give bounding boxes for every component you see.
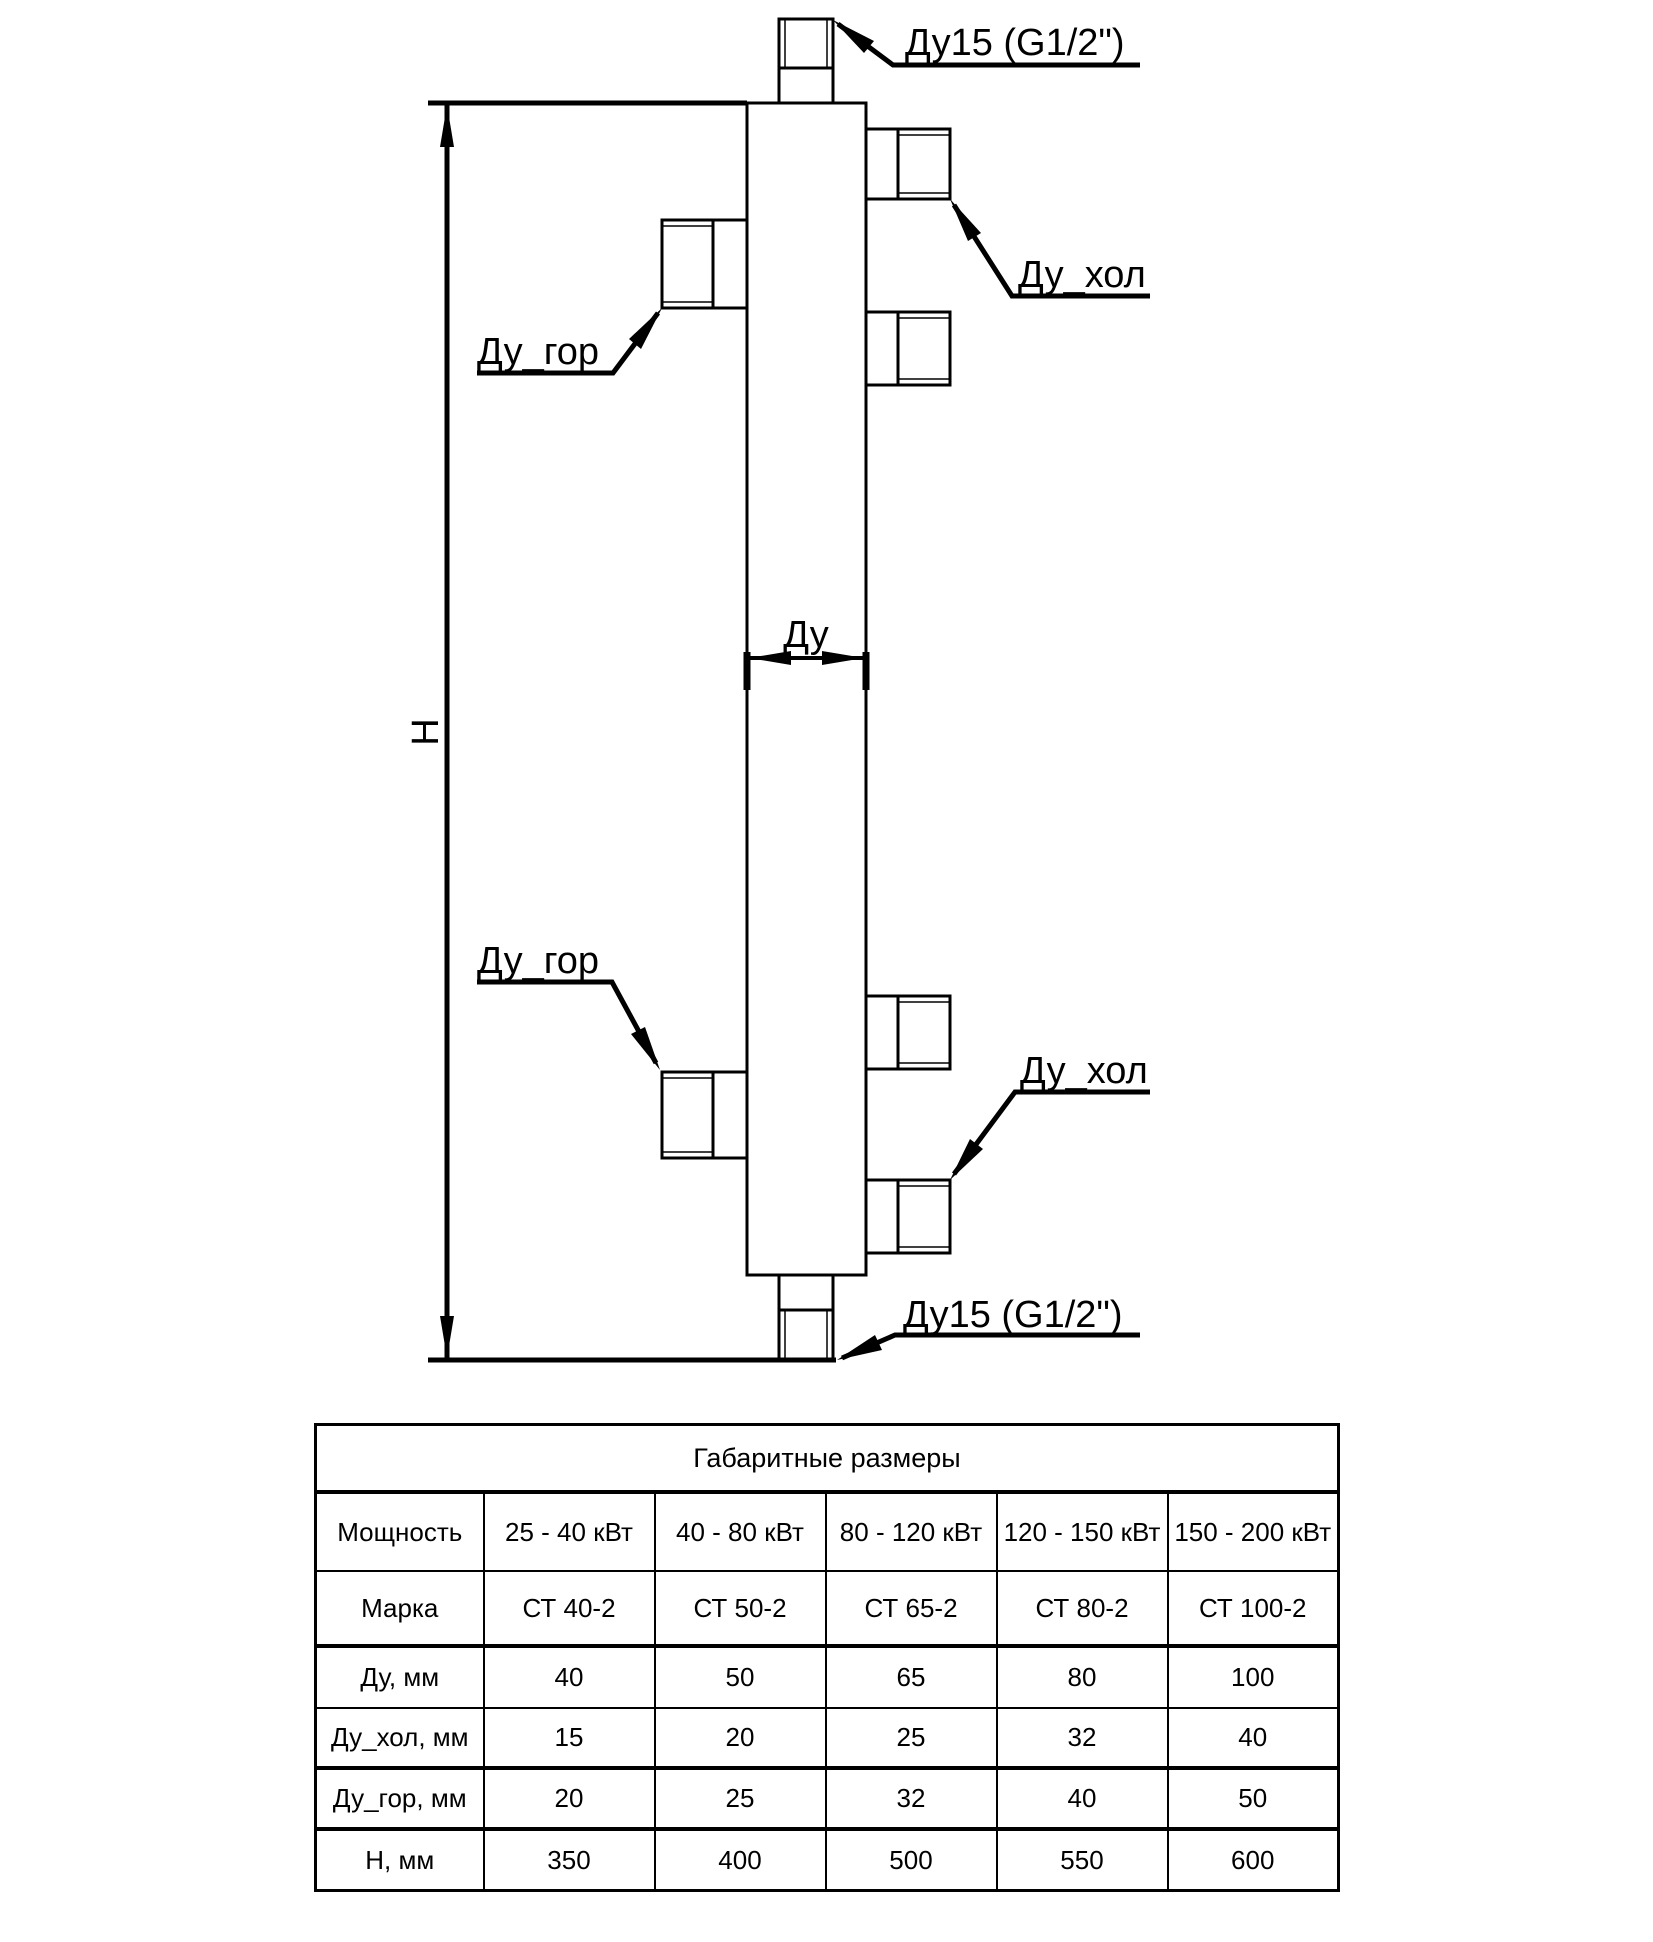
cell-du-gor-1: 25 [655, 1768, 826, 1829]
body-outline [747, 103, 866, 1275]
cell-du-hol-4: 40 [1168, 1708, 1339, 1768]
nozzle-bottom-neck [779, 1275, 833, 1310]
table-row-du-gor [316, 1768, 1339, 1829]
nozzle-thread [898, 129, 950, 199]
cell-power-1: 40 - 80 кВт [655, 1492, 826, 1571]
nozzle-neck [866, 996, 898, 1069]
arrowhead-down [440, 1316, 454, 1358]
leader-arrowhead [837, 1335, 882, 1360]
nozzle-thread [898, 996, 950, 1069]
row-label-h: Н, мм [316, 1829, 484, 1891]
leader-arrowhead [833, 20, 874, 53]
cell-du-hol-3: 32 [997, 1708, 1168, 1768]
cell-h-3: 550 [997, 1829, 1168, 1891]
cell-du-gor-3: 40 [997, 1768, 1168, 1829]
cell-du-gor-4: 50 [1168, 1768, 1339, 1829]
leader-line [954, 1092, 1150, 1174]
cell-h-1: 400 [655, 1829, 826, 1891]
leader-du-hol-top [950, 199, 1150, 296]
cell-du-2: 65 [826, 1646, 997, 1708]
du15-bottom-label: Ду15 (G1/2") [903, 1294, 1123, 1336]
nozzle-top [779, 19, 833, 103]
table-row-power [316, 1492, 1339, 1571]
table-row-du [316, 1646, 1339, 1708]
leader-du15-top [833, 20, 1140, 65]
du-gor-bottom-label: Ду_гор [477, 940, 599, 982]
cell-du-gor-2: 32 [826, 1768, 997, 1829]
leader-du-hol-bottom [950, 1050, 1150, 1180]
table-title-row [316, 1425, 1339, 1493]
cell-du-3: 80 [997, 1646, 1168, 1708]
nozzle-neck [866, 129, 898, 199]
nozzle-bottom-thread [779, 1310, 833, 1360]
row-label-du: Ду, мм [316, 1646, 484, 1708]
leader-du15-bottom [837, 1294, 1140, 1360]
cell-mark-4: СТ 100-2 [1168, 1571, 1339, 1646]
cell-mark-0: СТ 40-2 [484, 1571, 655, 1646]
leader-line [477, 982, 656, 1063]
leader-line [842, 1335, 1140, 1358]
table-row-du-hol [316, 1708, 1339, 1768]
dimension-height [405, 103, 836, 1360]
row-label-du-hol: Ду_хол, мм [316, 1708, 484, 1768]
cell-mark-2: СТ 65-2 [826, 1571, 997, 1646]
leader-arrowhead [950, 199, 981, 241]
leader-du-gor-top [477, 308, 662, 373]
nozzle-top-thread [779, 19, 833, 68]
nozzle-thread [898, 312, 950, 385]
diameter-dimension-label: Ду [783, 614, 829, 656]
separator-body [747, 103, 866, 1275]
table-row-h [316, 1829, 1339, 1891]
leader-arrowhead [631, 1027, 660, 1070]
cell-mark-1: СТ 50-2 [655, 1571, 826, 1646]
leader-arrowhead [629, 308, 662, 349]
nozzle-bottom [779, 1275, 833, 1360]
table-title: Габаритные размеры [316, 1425, 1339, 1493]
nozzle-left-bottom [662, 1072, 747, 1158]
cell-du-4: 100 [1168, 1646, 1339, 1708]
nozzle-left-top [662, 220, 747, 308]
cell-du-hol-2: 25 [826, 1708, 997, 1768]
dimensions-table [314, 1423, 1340, 1892]
cell-power-0: 25 - 40 кВт [484, 1492, 655, 1571]
nozzle-neck [866, 1180, 898, 1253]
nozzle-neck [866, 312, 898, 385]
cell-power-4: 150 - 200 кВт [1168, 1492, 1339, 1571]
nozzle-thread [898, 1180, 950, 1253]
cell-h-4: 600 [1168, 1829, 1339, 1891]
cell-du-0: 40 [484, 1646, 655, 1708]
cell-power-3: 120 - 150 кВт [997, 1492, 1168, 1571]
nozzle-thread [662, 1072, 713, 1158]
row-label-du-gor: Ду_гор, мм [316, 1768, 484, 1829]
du-hol-bottom-label: Ду_хол [1020, 1050, 1148, 1092]
du-hol-top-label: Ду_хол [1018, 254, 1146, 296]
cell-power-2: 80 - 120 кВт [826, 1492, 997, 1571]
nozzle-right-bottom-2 [866, 1180, 950, 1253]
cell-h-2: 500 [826, 1829, 997, 1891]
nozzle-top-neck [779, 68, 833, 103]
height-dimension-label: Н [405, 718, 447, 746]
cell-mark-3: СТ 80-2 [997, 1571, 1168, 1646]
nozzle-neck [713, 1072, 747, 1158]
cell-du-hol-0: 15 [484, 1708, 655, 1768]
du-gor-top-label: Ду_гор [477, 331, 599, 373]
arrowhead-up [440, 105, 454, 147]
nozzle-thread [662, 220, 713, 308]
du15-top-label: Ду15 (G1/2") [905, 22, 1125, 64]
row-label-mark: Марка [316, 1571, 484, 1646]
cell-du-gor-0: 20 [484, 1768, 655, 1829]
cell-du-1: 50 [655, 1646, 826, 1708]
cell-du-hol-1: 20 [655, 1708, 826, 1768]
dimension-diameter [749, 614, 864, 665]
nozzle-right-bottom-1 [866, 996, 950, 1069]
leader-du-gor-bottom [477, 940, 660, 1070]
cell-h-0: 350 [484, 1829, 655, 1891]
nozzle-right-top-2 [866, 312, 950, 385]
dimensions-table-wrap [314, 1423, 1340, 1892]
table-row-mark [316, 1571, 1339, 1646]
nozzle-right-top-1 [866, 129, 950, 199]
row-label-power: Мощность [316, 1492, 484, 1571]
nozzle-neck [713, 220, 747, 308]
